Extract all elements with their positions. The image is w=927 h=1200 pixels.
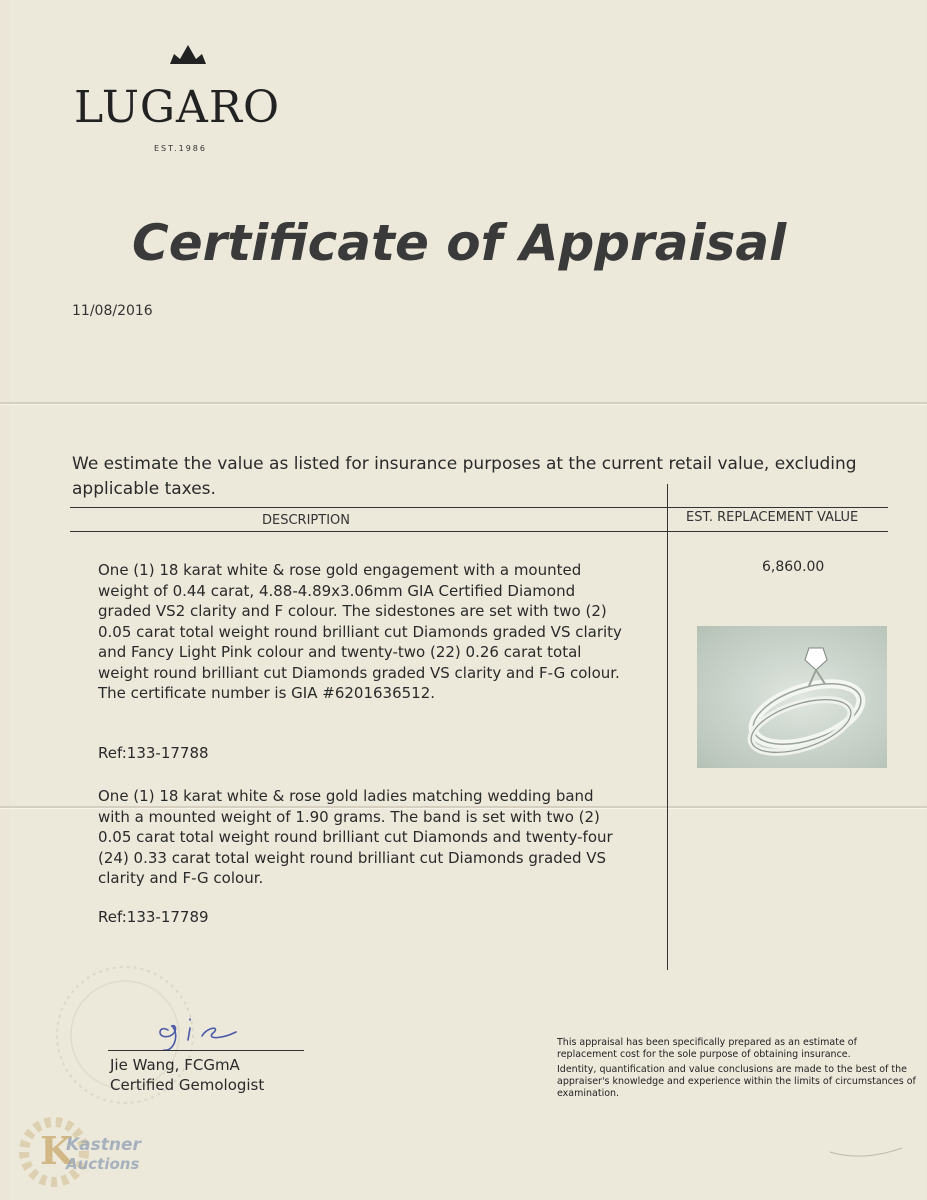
item-2-ref: Ref:133-17789	[98, 908, 209, 926]
svg-text:K: K	[40, 1128, 74, 1173]
table-top-rule	[70, 507, 888, 508]
item-1-value: 6,860.00	[762, 559, 825, 575]
signature-line	[108, 1050, 304, 1051]
brand-established: EST.1986	[154, 144, 207, 153]
brand-logo	[74, 42, 304, 162]
ring-icon	[697, 626, 887, 768]
item-1-description: One (1) 18 karat white & rose gold engagement with a mounted weight of 0.44 carat, 4.88-4.89x3.06mm GIA Certified Diamond graded VS2 clarity and F colour. The sidestones are set with two (2) 0.05 carat total weight round brilliant cut Diamonds graded VS clarity and Fancy Light Pink colour and twenty-two (22) 0.26 carat total weight round brilliant cut Diamonds graded VS clarity and F-G colour. The certificate number is GIA #6201636512.	[98, 561, 622, 702]
disclaimer	[557, 1037, 917, 1103]
signer-name: Jie Wang, FCGmA	[110, 1056, 240, 1074]
signer-title: Certified Gemologist	[110, 1076, 265, 1094]
intro-text: We estimate the value as listed for insurance purposes at the current retail value, excluding applicable taxes.	[72, 454, 857, 499]
fold-line-top	[0, 402, 927, 404]
svg-text:Auctions: Auctions	[66, 1155, 140, 1173]
kastner-auctions-watermark	[14, 1114, 144, 1194]
item-2-description: One (1) 18 karat white & rose gold ladies matching wedding band with a mounted weight of 1.90 grams. The band is set with two (2) 0.05 carat total weight round brilliant cut Diamonds and twenty-four (24) 0.33 carat total weight round brilliant cut Diamonds graded VS clarity and F-G colour.	[98, 787, 613, 887]
disclaimer-limits: Identity, quantification and value conclusions are made to the best of the appraiser's knowledge and experience within the limits of circumstances of examination.	[557, 1064, 916, 1099]
table-header-rule	[70, 531, 888, 532]
ring-photo	[697, 626, 887, 768]
item-1-ref: Ref:133-17788	[98, 744, 209, 762]
column-divider	[667, 484, 668, 970]
column-header-value: EST. REPLACEMENT VALUE	[686, 510, 859, 525]
certificate-title: Certificate of Appraisal	[132, 214, 787, 272]
brand-name: LUGARO	[74, 82, 281, 133]
certificate-date: 11/08/2016	[72, 303, 153, 319]
disclaimer-purpose: This appraisal has been specifically prepared as an estimate of replacement cost for the sole purpose of obtaining insurance.	[557, 1037, 857, 1060]
pencil-mark-icon	[826, 1138, 906, 1168]
svg-text:Kastner: Kastner	[66, 1135, 141, 1155]
crown-icon	[168, 42, 208, 66]
column-header-description: DESCRIPTION	[262, 513, 350, 528]
